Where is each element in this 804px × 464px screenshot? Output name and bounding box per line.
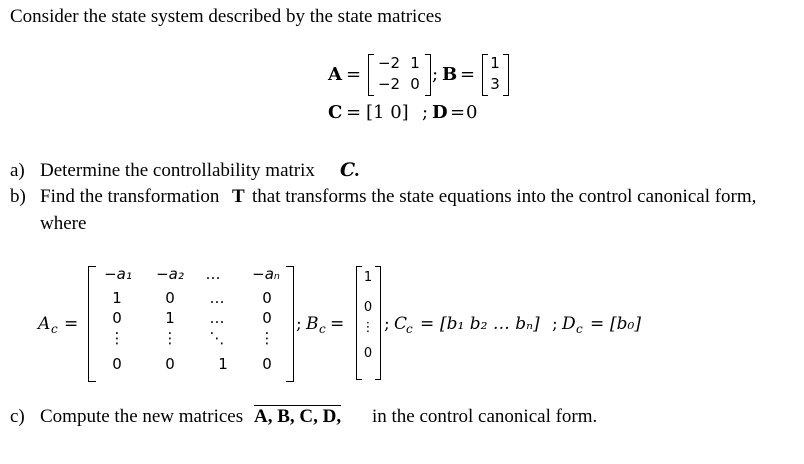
matrix-c-value: [1 0]	[366, 102, 409, 123]
question-b-symbol: T	[232, 186, 245, 207]
bc-equals: =	[330, 314, 345, 334]
ac-col4-cell: 0	[262, 289, 272, 307]
separator: ;	[552, 314, 558, 334]
matrix-a-right-bracket	[425, 54, 431, 96]
matrix-d-value: 0	[466, 102, 478, 123]
matrix-a-cell: 0	[410, 75, 420, 93]
ac-col1-cell: 0	[112, 309, 122, 327]
matrix-a-cell: −2	[377, 75, 401, 93]
ac-col1-cell: 1	[112, 289, 122, 307]
question-b-text-3: where	[40, 213, 87, 234]
question-a-symbol: 𝑪.	[340, 160, 360, 181]
question-c-symbols-overlined: A, B, C, D,	[254, 406, 342, 427]
matrix-b-right-bracket	[503, 54, 509, 96]
dc-value: [b₀]	[610, 314, 641, 334]
ac-equals: =	[64, 314, 79, 334]
dc-subscript: c	[576, 322, 583, 336]
bc-cell: ⋮	[361, 320, 375, 335]
bc-cell: 0	[363, 346, 373, 361]
dc-label: D	[562, 314, 576, 334]
question-c-text: Compute the new matrices	[40, 406, 244, 427]
ac-left-bracket	[88, 266, 96, 382]
ac-top-row-cell: −a₂	[156, 265, 184, 283]
question-b-marker: b)	[10, 186, 26, 207]
matrix-a-equals: =	[346, 64, 362, 85]
ac-col2-cell: 1	[165, 309, 175, 327]
ac-top-row-cell: −aₙ	[252, 265, 280, 283]
question-a-marker: a)	[10, 160, 25, 181]
cc-label: C	[394, 314, 408, 334]
matrix-b-cell: 3	[490, 75, 500, 93]
ac-subscript: c	[51, 322, 58, 336]
cc-subscript: c	[406, 322, 413, 336]
cc-value: [b₁ b₂ … bₙ]	[440, 314, 540, 334]
ac-top-row-cell: −a₁	[104, 265, 132, 283]
cc-equals: =	[420, 314, 435, 334]
bc-label: B	[306, 314, 319, 334]
ac-col3-cell: 1	[218, 355, 228, 373]
ac-col2-cell: ⋮	[162, 329, 178, 347]
matrix-b-label: B	[442, 64, 458, 85]
bc-right-bracket	[375, 266, 381, 380]
question-b-text-2: that transforms the state equations into the control canonical form,	[252, 186, 757, 207]
question-a-text: Determine the controllability matrix	[40, 160, 315, 181]
intro-text: Consider the state system described by the state matrices	[10, 6, 442, 27]
bc-cell: 1	[363, 270, 373, 285]
ac-col2-cell: 0	[165, 355, 175, 373]
separator: ;	[384, 314, 390, 334]
question-c-text-2: in the control canonical form.	[372, 406, 598, 427]
bc-subscript: c	[319, 322, 326, 336]
matrix-a-cell: 1	[410, 54, 420, 72]
separator: ;	[296, 314, 302, 334]
matrix-d-equals: =	[450, 102, 466, 123]
ac-col4-cell: 0	[262, 309, 272, 327]
ac-col3-cell: …	[209, 289, 225, 307]
matrix-c-equals: =	[346, 102, 362, 123]
ac-col1-cell: ⋮	[109, 329, 125, 347]
matrix-c-label: C	[328, 102, 343, 123]
ac-top-row-cell: …	[205, 265, 221, 283]
ac-col3-cell: ⋱	[209, 329, 225, 347]
separator: ;	[422, 102, 429, 123]
ac-col1-cell: 0	[112, 355, 122, 373]
ac-col4-cell: 0	[262, 355, 272, 373]
matrix-a-label: A	[328, 64, 342, 85]
question-b-text-1: Find the transformation	[40, 186, 220, 207]
matrix-d-label: D	[432, 102, 448, 123]
separator: ;	[432, 64, 439, 85]
question-c-marker: c)	[10, 406, 25, 427]
ac-right-bracket	[286, 266, 294, 382]
matrix-b-cell: 1	[490, 54, 500, 72]
ac-col2-cell: 0	[165, 289, 175, 307]
dc-equals: =	[590, 314, 605, 334]
ac-col3-cell: …	[209, 309, 225, 327]
ac-label: A	[38, 314, 51, 334]
matrix-b-equals: =	[460, 64, 476, 85]
question-c-symbols	[254, 406, 341, 428]
ac-col4-cell: ⋮	[259, 329, 275, 347]
bc-cell: 0	[363, 300, 373, 315]
matrix-a-cell: −2	[377, 54, 401, 72]
